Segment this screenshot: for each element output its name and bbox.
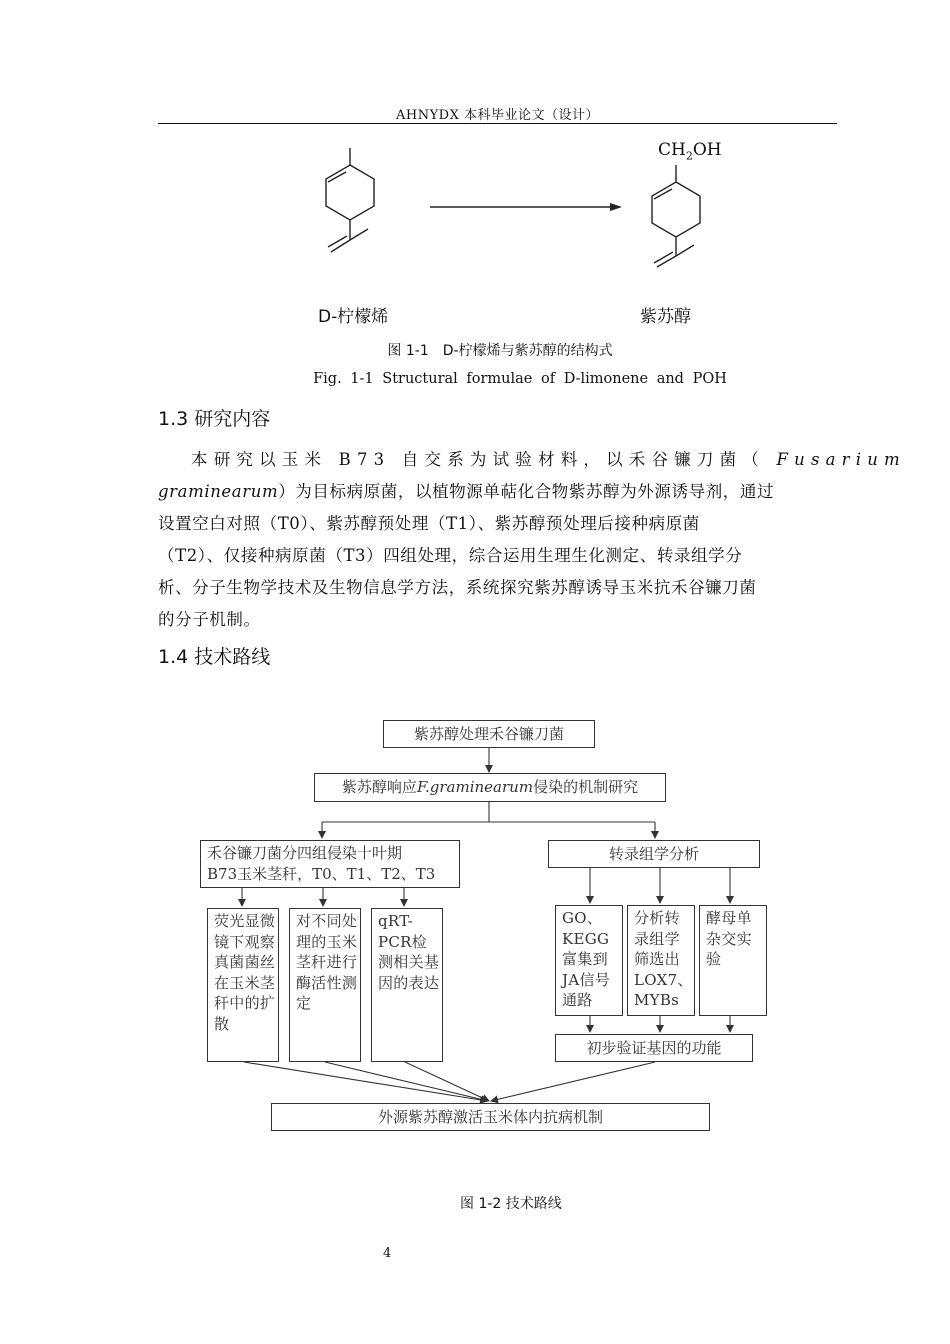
- flow-box-microscopy: 荧光显微镜下观察真菌菌丝在玉米茎秆中的扩散: [207, 908, 279, 1062]
- figure-1-1-caption-en: Fig. 1-1 Structural formulae of D-limonene and POH: [313, 371, 727, 387]
- paragraph-line: graminearum）为目标病原菌，以植物源单萜化合物紫苏醇为外源诱导剂，通过: [158, 482, 775, 501]
- page-header: AHNYDX 本科毕业论文（设计）: [396, 108, 599, 123]
- paragraph-line: 本研究以玉米 B73 自交系为试验材料，以禾谷镰刀菌（ Fusarium: [191, 450, 906, 469]
- flow-box-transcriptome: 转录组学分析: [548, 840, 760, 868]
- figure-1-2-caption: 图 1-2 技术路线: [460, 1196, 562, 1212]
- flow-box-top: 紫苏醇处理禾谷镰刀菌: [383, 720, 595, 748]
- flow-box-qrtpcr: qRT-PCR检测相关基因的表达: [371, 908, 443, 1062]
- ch2oh-label: $CH_2OH$: [658, 140, 722, 163]
- section-1-3-heading: 1.3 研究内容: [158, 408, 271, 430]
- flow-box-mechanism: 紫苏醇响应 F.graminearum 侵染的机制研究: [314, 773, 666, 802]
- paragraph-line: 的分子机制。: [158, 610, 261, 629]
- paragraph-line: 设置空白对照（T0）、紫苏醇预处理（T1）、紫苏醇预处理后接种病原菌: [158, 514, 700, 533]
- flow-box-infection: 禾谷镰刀菌分四组侵染十叶期 B73玉米茎秆，T0、T1、T2、T3: [200, 840, 460, 888]
- poh-label: 紫苏醇: [640, 307, 691, 327]
- flow-box-yeast-one-hybrid: 酵母单杂交实验: [699, 905, 767, 1016]
- flow-box-screening: 分析转录组学筛选出LOX7、MYBs: [627, 905, 695, 1016]
- section-1-4-heading: 1.4 技术路线: [158, 646, 271, 668]
- flow-box-bottom: 外源紫苏醇激活玉米体内抗病机制: [271, 1103, 710, 1131]
- paragraph-line: （T2）、仅接种病原菌（T3）四组处理，综合运用生理生化测定、转录组学分: [158, 546, 743, 565]
- flow-box-go-kegg: GO、KEGG富集到JA信号通路: [555, 905, 623, 1016]
- limonene-label: D-柠檬烯: [318, 307, 389, 327]
- figure-1-1-caption-cn: 图 1-1 D-柠檬烯与紫苏醇的结构式: [387, 343, 613, 359]
- flow-box-verify: 初步验证基因的功能: [555, 1034, 753, 1062]
- paragraph-line: 析、分子生物学技术及生物信息学方法，系统探究紫苏醇诱导玉米抗禾谷镰刀菌: [158, 578, 757, 597]
- page-number: 4: [383, 1246, 392, 1261]
- flow-box-enzyme-activity: 对不同处理的玉米茎秆进行酶活性测定: [289, 908, 361, 1062]
